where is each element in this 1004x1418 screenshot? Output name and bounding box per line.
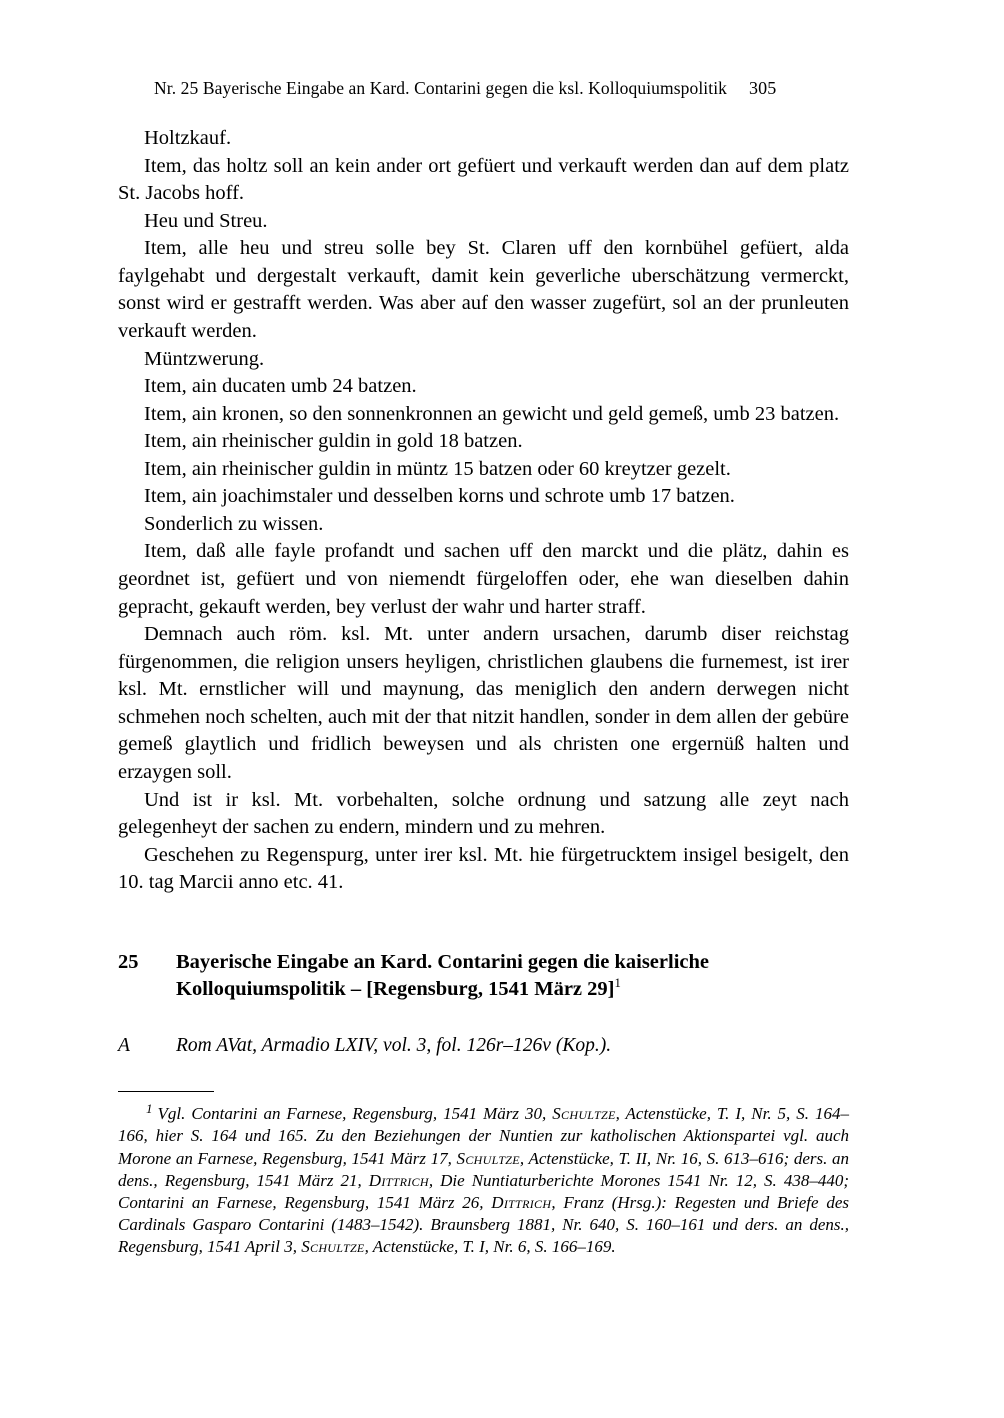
footnote-author-name: Dittrich [491,1192,552,1212]
footnote-author-name: Schultze [456,1148,520,1168]
section-title [176,949,849,1003]
footnote-text: , Actenstücke, T. II, Nr. 16, S. 613–616; ders. an dens., Regensburg, 1541 März 21, [118,1148,849,1190]
footnote-marker: 1 [146,1100,153,1116]
footnote-1 [118,1100,850,1258]
body-paragraph: Heu und Streu. [144,209,268,232]
body-text [118,125,849,897]
footnote-area [118,1091,849,1258]
section-footnote-marker: 1 [614,975,621,990]
section-heading [118,949,849,1003]
source-sigil: A [118,1034,130,1056]
section-title-text: Bayerische Eingabe an Kard. Contarini gegen die kaiserliche Kolloquiumspolitik – [Regensburg, 1541 März 29] [176,950,709,1000]
body-paragraph: Item, ain rheinischer guldin in gold 18 batzen. [144,430,523,453]
footnote-text: , Franz (Hrsg.): Regesten und Briefe des Cardinals Gasparo Contarini (1483–1542). Braunsberg 1881, Nr. 640, S. 160–161 und ders. an dens., Regensburg, 1541 April 3, [118,1192,849,1256]
page-number: 305 [749,78,777,98]
footnote-text: , Actenstücke, T. I, Nr. 5, S. 164–166, hier S. 164 und 165. Zu den Beziehungen der Nuntien zur katholischen Aktionspartei vgl. auch Morone an Farnese, Regensburg, 1541 März 17, [118,1104,850,1168]
footnote-text: , Die Nuntiaturberichte Morones 1541 Nr. 12, S. 438–440; Contarini an Farnese, Regensburg, 1541 März 26, [118,1170,849,1212]
body-paragraph: Item, ain rheinischer guldin in müntz 15 batzen oder 60 kreytzer gezelt. [144,457,731,480]
body-paragraph: Demnach auch röm. ksl. Mt. unter andern ursachen, darumb diser reichstag fürgenommen, die religion unsers heyligen, christlichen glaubens die furnemest, ist irer ksl. Mt. ernstlicher will und maynung, das meniglich den andern derwegen nicht schmehen noch schelten, auch mit der that nitzit handlen, sonder in dem allen der gebüre gemeß glaytlich und fridlich beweysen und als christen one ergernüß halten und erzaygen soll. [118,623,849,783]
body-paragraph: Holtzkauf. [144,127,232,149]
body-paragraph: Item, daß alle fayle profandt und sachen uff den marckt und die plätz, dahin es geordnet ist, gefüert und von niemendt fürgeloffen oder, ehe wan dieselben dahin gepracht, gekauft werden, bey verlust der wahr und harter straff. [118,540,849,618]
body-paragraph: Item, ain joachimstaler und desselben korns und schrote umb 17 batzen. [144,485,735,508]
source-line [118,1035,849,1057]
section-number: 25 [118,950,139,973]
running-head-title: Nr. 25 Bayerische Eingabe an Kard. Contarini gegen die ksl. Kolloquiumspolitik [154,78,728,98]
body-paragraph: Geschehen zu Regenspurg, unter irer ksl. Mt. hie fürgetrucktem insigel besigelt, den 10. tag Marcii anno etc. 41. [118,843,849,894]
body-paragraph: Müntzwerung. [144,347,265,370]
body-paragraph: Item, das holtz soll an kein ander ort gefüert und verkauft werden dan auf dem platz St. Jacobs hoff. [118,154,849,205]
body-paragraph: Item, ain ducaten umb 24 batzen. [144,375,417,398]
footnote-author-name: Schultze [301,1236,365,1256]
running-head [118,78,849,99]
footnote-rule [118,1091,214,1092]
footnote-author-name: Schultze [552,1104,616,1124]
body-paragraph: Sonderlich zu wissen. [144,512,324,535]
body-paragraph: Item, ain kronen, so den sonnenkronnen an gewicht und geld gemeß, umb 23 batzen. [144,402,840,425]
body-paragraph: Und ist ir ksl. Mt. vorbehalten, solche ordnung und satzung alle zeyt nach gelegenheyt der sachen zu endern, mindern und zu mehren. [118,788,849,839]
footnote-text: Vgl. Contarini an Farnese, Regensburg, 1541 März 30, [157,1104,553,1124]
body-paragraph: Item, alle heu und streu solle bey St. Claren uff den kornbühel gefüert, alda faylgehabt und dergestalt verkauft, damit kein geverliche uberschätzung vermerckt, sonst wird er gestrafft werden. Was aber auf den wasser zugefürt, sol an der prunleuten verkauft werden. [118,237,849,342]
footnote-author-name: Dittrich [368,1170,429,1190]
footnote-text: , Actenstücke, T. I, Nr. 6, S. 166–169. [364,1236,616,1256]
source-reference: Rom AVat, Armadio LXIV, vol. 3, fol. 126r–126v (Kop.). [176,1034,612,1056]
